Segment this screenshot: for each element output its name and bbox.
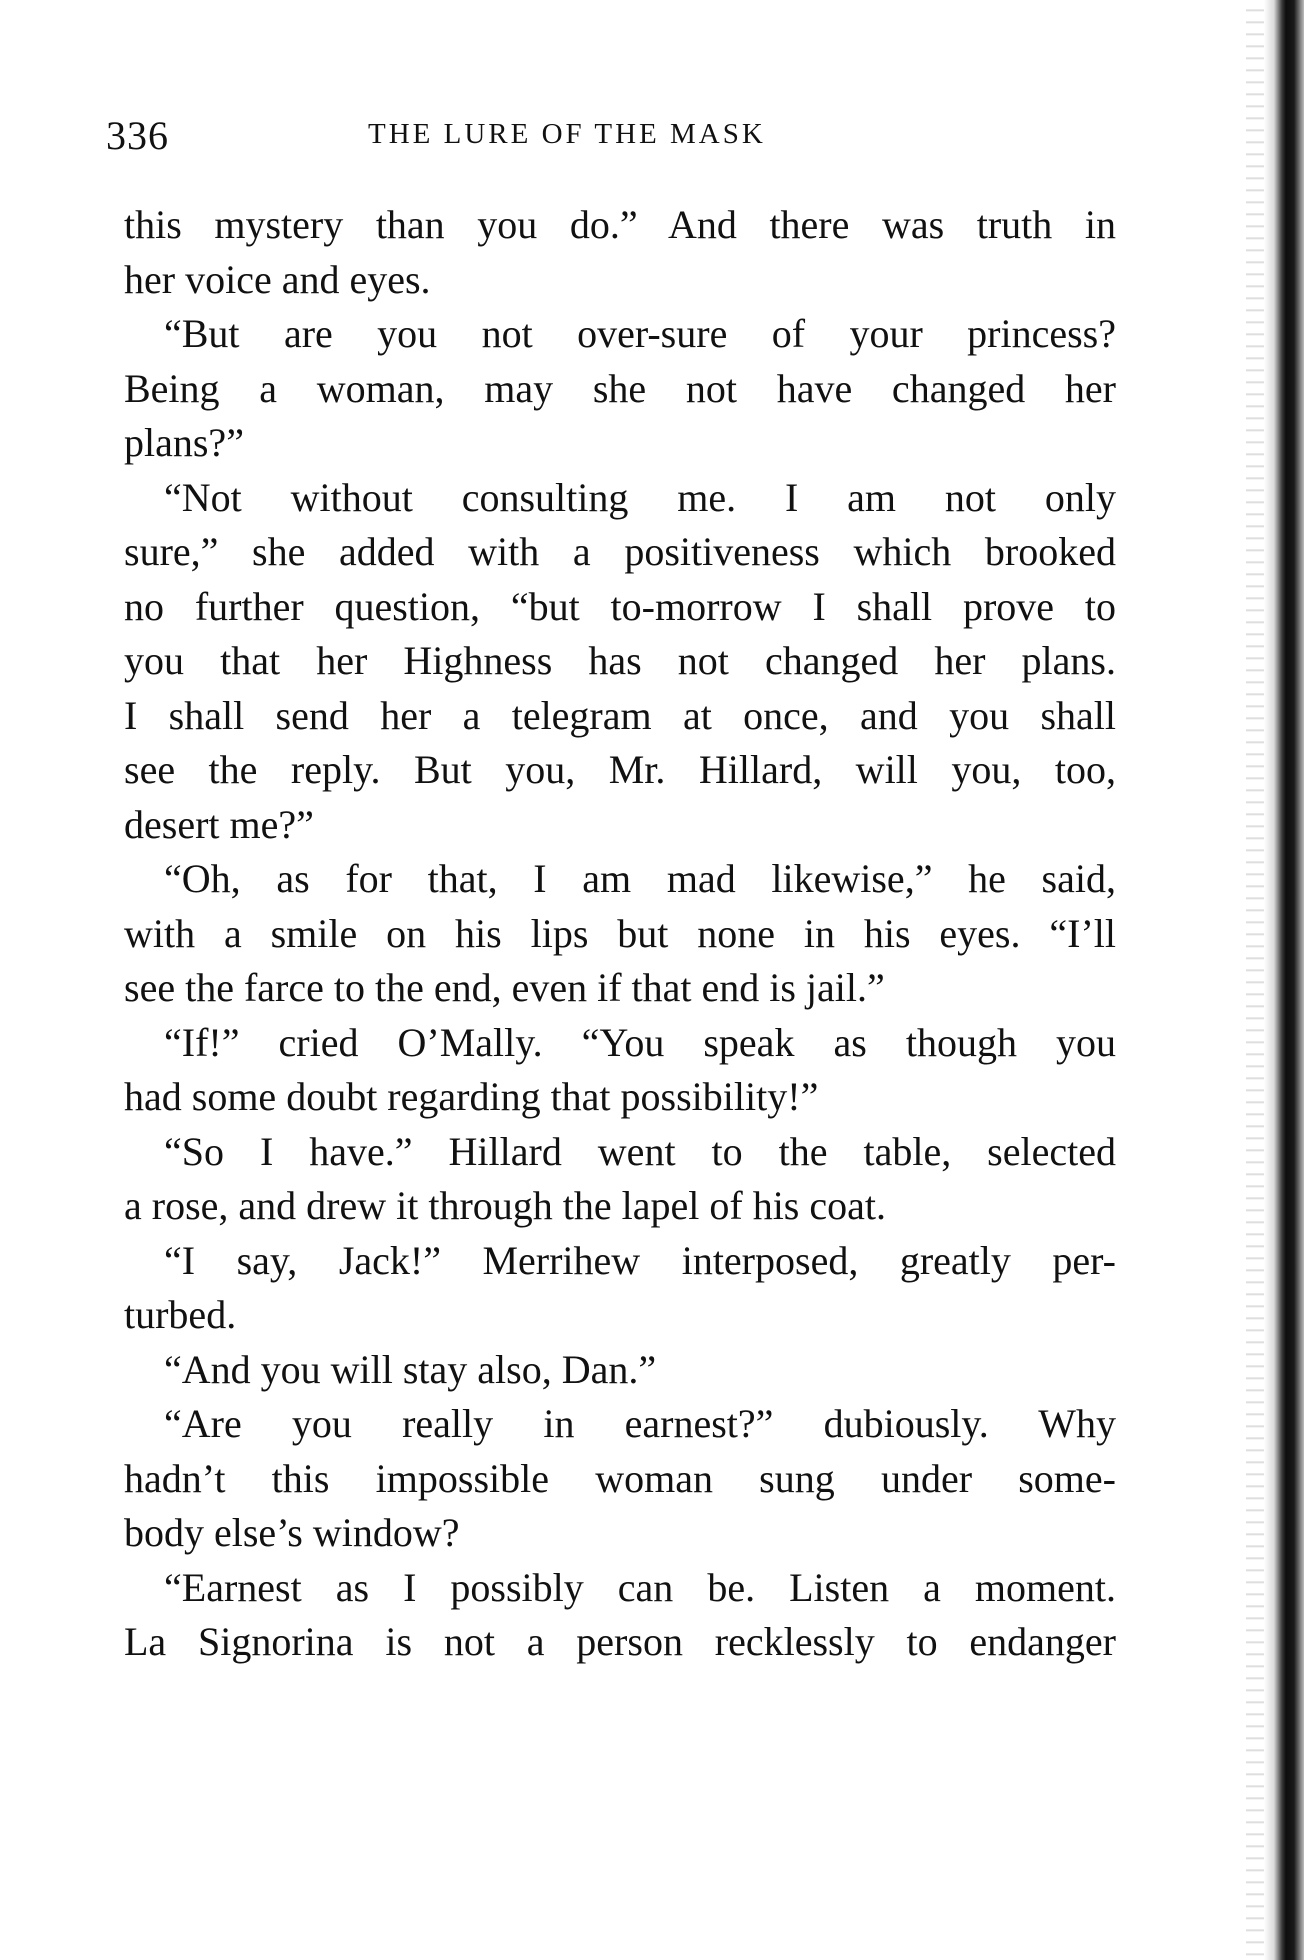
- text-line: “If!” cried O’Mally. “You speak as though you: [164, 1019, 1116, 1065]
- body-text: [124, 198, 1116, 1670]
- text-line: had some doubt regarding that possibility!”: [124, 1074, 819, 1119]
- text-line: plans?”: [124, 420, 244, 465]
- text-line: this mystery than you do.” And there was truth in: [124, 202, 1116, 247]
- text-line: her voice and eyes.: [124, 256, 431, 302]
- text-line: La Signorina is not a person recklessly to endanger: [124, 1619, 1116, 1664]
- page-edge: [1264, 0, 1304, 1960]
- page-number: 336: [106, 113, 169, 158]
- text-line: “Earnest as I possibly can be. Listen a moment.: [164, 1564, 1116, 1610]
- text-line: sure,” she added with a positiveness which brooked: [124, 529, 1116, 574]
- text-line: body else’s window?: [124, 1510, 460, 1555]
- text-line: no further question, “but to-morrow I shall prove to: [124, 583, 1116, 629]
- text-line: “Not without consulting me. I am not only: [164, 474, 1116, 520]
- text-line: Being a woman, may she not have changed her: [124, 365, 1116, 411]
- text-line: hadn’t this impossible woman sung under some-: [124, 1455, 1116, 1501]
- text-line: I shall send her a telegram at once, and you shall: [124, 692, 1116, 738]
- text-line: desert me?”: [124, 801, 314, 847]
- text-line: with a smile on his lips but none in his eyes. “I’ll: [124, 910, 1116, 956]
- text-line: “Oh, as for that, I am mad likewise,” he said,: [164, 856, 1116, 901]
- text-line: “I say, Jack!” Merrihew interposed, greatly per-: [164, 1237, 1116, 1283]
- text-line: “So I have.” Hillard went to the table, selected: [164, 1128, 1116, 1174]
- text-line: a rose, and drew it through the lapel of his coat.: [124, 1183, 886, 1228]
- running-title: THE LURE OF THE MASK: [368, 118, 766, 150]
- text-line: see the reply. But you, Mr. Hillard, will you, too,: [124, 747, 1116, 792]
- text-line: “But are you not over-sure of your princess?: [164, 311, 1116, 356]
- page-header: [106, 112, 1116, 172]
- text-line: you that her Highness has not changed her plans.: [124, 638, 1116, 683]
- text-line: “And you will stay also, Dan.”: [164, 1346, 657, 1392]
- text-line: see the farce to the end, even if that end is jail.”: [124, 965, 885, 1010]
- text-line: turbed.: [124, 1292, 237, 1337]
- page-edge-shadow: [1246, 0, 1264, 1960]
- text-line: “Are you really in earnest?” dubiously. Why: [164, 1401, 1116, 1446]
